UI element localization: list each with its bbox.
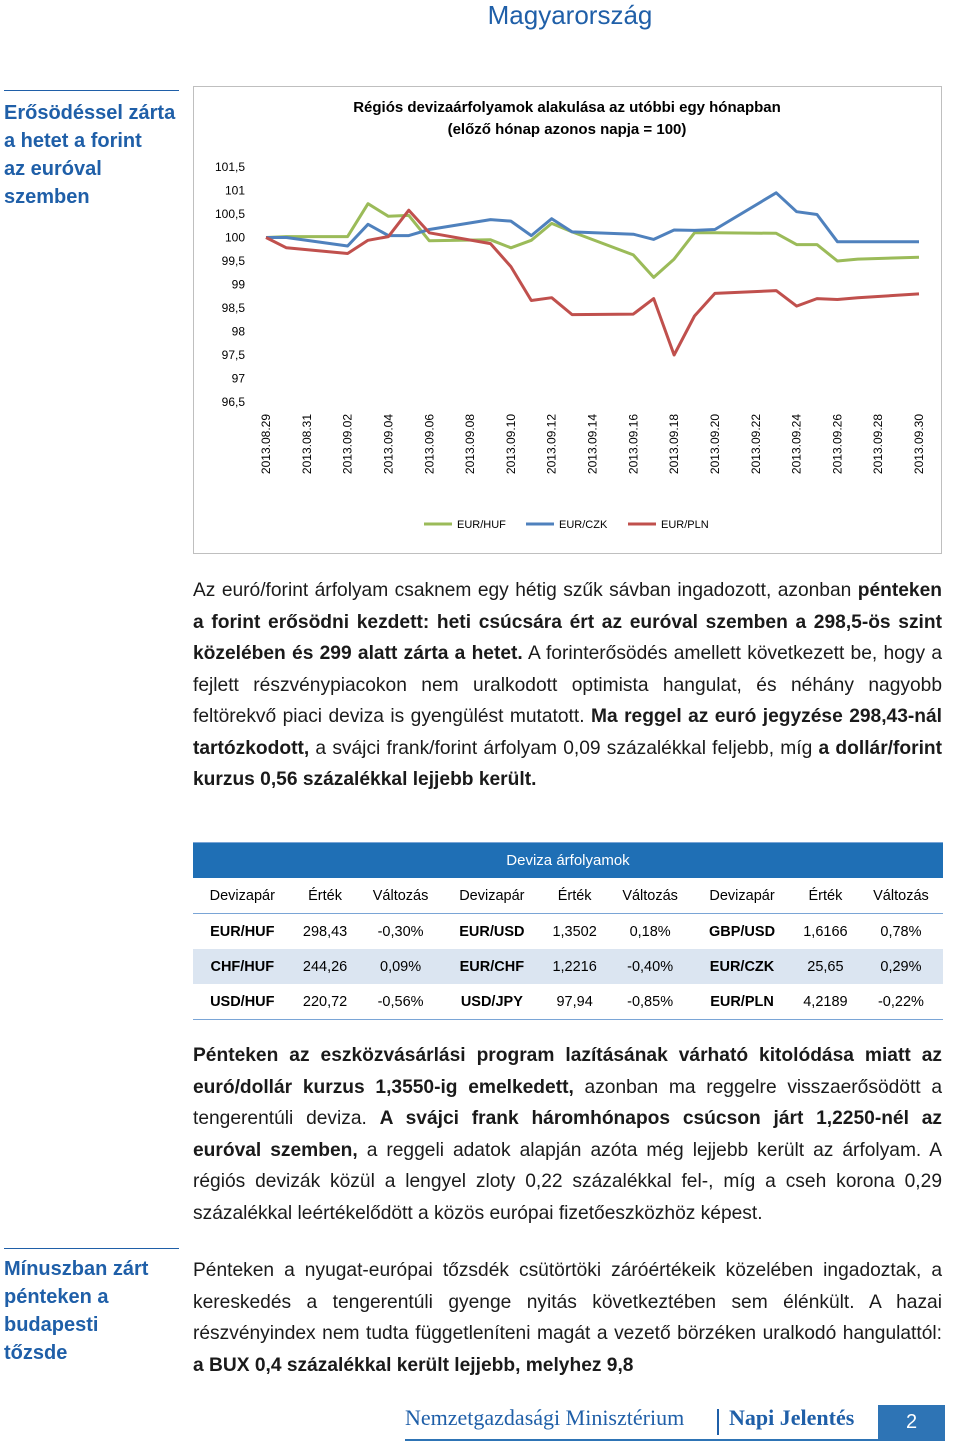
currency-pair-cell: EUR/USD	[443, 914, 542, 950]
sidebar-rule	[4, 1248, 179, 1249]
rate-value-cell: 220,72	[292, 984, 359, 1020]
para-text: a svájci frank/forint árfolyam 0,09 százalékkal feljebb, míg	[309, 737, 819, 759]
rate-change-cell: -0,56%	[359, 984, 443, 1020]
rate-value-cell: 25,65	[792, 949, 859, 984]
y-tick-label: 101,5	[214, 160, 245, 174]
x-tick-label: 2013.09.06	[422, 414, 437, 475]
x-tick-label: 2013.09.26	[830, 414, 845, 475]
rate-value-cell: 97,94	[541, 984, 608, 1020]
para-text: A forinterősödés amellett következett be, hogy a fejlett részvénypiacokon nem uralkodott optimista hangulat, és néhány nagyobb feltörekvő piaci deviza is gyengülést mutatott.	[193, 643, 942, 727]
footer-divider	[717, 1409, 719, 1435]
rate-change-cell: -0,30%	[359, 914, 443, 950]
x-tick-label: 2013.09.28	[871, 414, 886, 475]
x-tick-label: 2013.09.16	[626, 414, 641, 475]
table-header-cell: Devizapár	[443, 878, 542, 914]
currency-pair-cell: USD/JPY	[443, 984, 542, 1020]
y-tick-label: 97,5	[221, 348, 245, 362]
footer-rule	[405, 1439, 945, 1441]
y-tick-label: 101	[224, 183, 245, 198]
para-bold-text: a BUX 0,4 százalékkal került lejjebb, melyhez 9,8	[193, 1354, 634, 1376]
paragraph-forint-summary	[193, 575, 942, 796]
currency-pair-cell: EUR/CZK	[692, 949, 792, 984]
series-line-eur-huf	[266, 204, 919, 278]
sidebar-heading-line: pénteken a	[4, 1286, 109, 1308]
y-tick-label: 99,5	[221, 254, 245, 268]
rate-change-cell: -0,40%	[608, 949, 692, 984]
footer-report-title: Napi Jelentés	[729, 1405, 855, 1430]
table-header-cell: Érték	[292, 878, 359, 914]
x-tick-label: 2013.09.10	[503, 414, 518, 475]
para-bold-text: Ma reggel az euró jegyzése 298,43-nál tartózkodott,	[193, 706, 942, 759]
paragraph-fx-outlook	[193, 1040, 942, 1229]
y-tick-label: 97	[231, 371, 245, 386]
x-tick-label: 2013.09.12	[544, 414, 559, 475]
rate-value-cell: 4,2189	[792, 984, 859, 1020]
x-tick-label: 2013.09.04	[381, 414, 396, 475]
table-caption: Deviza árfolyamok	[193, 843, 943, 879]
table-header-cell: Devizapár	[193, 878, 292, 914]
table-header-cell: Érték	[792, 878, 859, 914]
currency-pair-cell: EUR/HUF	[193, 914, 292, 950]
sidebar-rule	[4, 90, 179, 91]
y-tick-label: 98	[231, 324, 245, 339]
x-tick-label: 2013.09.18	[667, 414, 682, 475]
table-row	[193, 984, 943, 1020]
sidebar-heading-line: a hetet a forint	[4, 130, 142, 152]
table-header-cell: Devizapár	[692, 878, 792, 914]
x-tick-label: 2013.09.24	[789, 414, 804, 475]
table-row	[193, 914, 943, 950]
table-header-cell: Érték	[541, 878, 608, 914]
currency-pair-cell: USD/HUF	[193, 984, 292, 1020]
chart-canvas	[194, 87, 941, 553]
rate-value-cell: 298,43	[292, 914, 359, 950]
page-footer	[405, 1405, 945, 1439]
table-header-cell: Változás	[859, 878, 943, 914]
x-tick-label: 2013.08.29	[259, 414, 273, 475]
sidebar-heading-line: az euróval	[4, 158, 102, 180]
x-tick-label: 2013.09.02	[340, 414, 355, 475]
table-header-cell: Változás	[608, 878, 692, 914]
fx-rates-table	[193, 842, 943, 1020]
currency-pair-cell: EUR/CHF	[443, 949, 542, 984]
para-text: azonban ma reggelre visszaerősödött a tengerentúli deviza.	[193, 1076, 943, 1129]
rate-change-cell: 0,78%	[859, 914, 943, 950]
sidebar-heading-forint	[4, 99, 179, 211]
currency-pair-cell: GBP/USD	[692, 914, 792, 950]
footer-ministry: Nemzetgazdasági Minisztérium	[405, 1405, 685, 1430]
rate-change-cell: -0,85%	[608, 984, 692, 1020]
sidebar-heading-line: Mínuszban zárt	[4, 1258, 149, 1280]
para-text: Az euró/forint árfolyam csaknem egy hétig szűk sávban ingadozott, azonban	[193, 580, 858, 601]
para-bold-text: pénteken a forint erősödni kezdett: heti csúcsára ért az euróval szemben a 298,5-ös szint közelében és 299 alatt zárta a hetet.	[193, 580, 942, 664]
chart-title: Régiós devizaárfolyamok alakulása az utóbbi egy hónapban	[353, 99, 781, 116]
legend-label: EUR/PLN	[661, 519, 709, 531]
rate-change-cell: 0,09%	[359, 949, 443, 984]
x-tick-label: 2013.09.20	[707, 414, 722, 475]
sidebar-heading-stocks	[4, 1255, 179, 1367]
rate-value-cell: 1,3502	[541, 914, 608, 950]
table-body	[193, 914, 943, 1020]
table-row	[193, 949, 943, 984]
rate-change-cell: 0,29%	[859, 949, 943, 984]
sidebar-heading-line: szemben	[4, 186, 90, 208]
x-tick-label: 2013.08.31	[299, 414, 314, 475]
para-bold-text: A svájci frank háromhónapos csúcson járt 1,2250-nél az euróval szemben,	[193, 1108, 942, 1161]
para-text: a reggeli adatok alapján azóta még lejjebb került az árfolyam. A régiós devizák közül a lengyel zloty 0,22 százalékkal fel-, míg a cseh korona 0,29 százalékkal leértékelődött a közös európai fizetőeszközhöz képest.	[193, 1139, 943, 1224]
x-tick-label: 2013.09.30	[912, 414, 926, 475]
table-caption-row	[193, 843, 943, 879]
y-tick-label: 100	[224, 230, 245, 245]
y-tick-label: 98,5	[221, 301, 245, 315]
page-number: 2	[878, 1405, 945, 1439]
x-tick-label: 2013.09.08	[463, 414, 478, 475]
sidebar-heading-line: Erősödéssel zárta	[4, 102, 176, 124]
y-tick-label: 99	[231, 277, 245, 292]
rate-change-cell: 0,18%	[608, 914, 692, 950]
fx-line-chart	[193, 86, 942, 554]
table-header-row	[193, 878, 943, 914]
legend-label: EUR/CZK	[559, 519, 608, 531]
rate-value-cell: 244,26	[292, 949, 359, 984]
paragraph-stock-market	[193, 1255, 942, 1381]
para-bold-text: a dollár/forint kurzus 0,56 százalékkal lejjebb került.	[193, 737, 943, 790]
rate-change-cell: -0,22%	[859, 984, 943, 1020]
y-tick-label: 100,5	[214, 207, 245, 221]
currency-pair-cell: CHF/HUF	[193, 949, 292, 984]
y-tick-label: 96,5	[221, 395, 245, 409]
chart-subtitle: (előző hónap azonos napja = 100)	[447, 121, 687, 138]
sidebar-heading-line: tőzsde	[4, 1342, 68, 1364]
rate-value-cell: 1,2216	[541, 949, 608, 984]
page-title: Magyarország	[487, 0, 653, 30]
currency-pair-cell: EUR/PLN	[692, 984, 792, 1020]
para-bold-text: Pénteken az eszközvásárlási program lazításának várható kitolódása miatt az euró/dollár kurzus 1,3550-ig emelkedett,	[193, 1045, 942, 1098]
table-header-cell: Változás	[359, 878, 443, 914]
x-tick-label: 2013.09.22	[748, 414, 763, 475]
para-text: Pénteken a nyugat-európai tőzsdék csütörtöki záróértékeik közelében ingadoztak, a kereskedés a tengerentúli gyenge nyitás következtében sem élénkült. A hazai részvényindex nem tudta függetleníteni magát a vezető börzéken uralkodó hangulattól:	[193, 1260, 942, 1344]
legend-label: EUR/HUF	[457, 519, 506, 531]
rate-value-cell: 1,6166	[792, 914, 859, 950]
x-tick-label: 2013.09.14	[585, 414, 600, 475]
sidebar-heading-line: budapesti	[4, 1314, 99, 1336]
